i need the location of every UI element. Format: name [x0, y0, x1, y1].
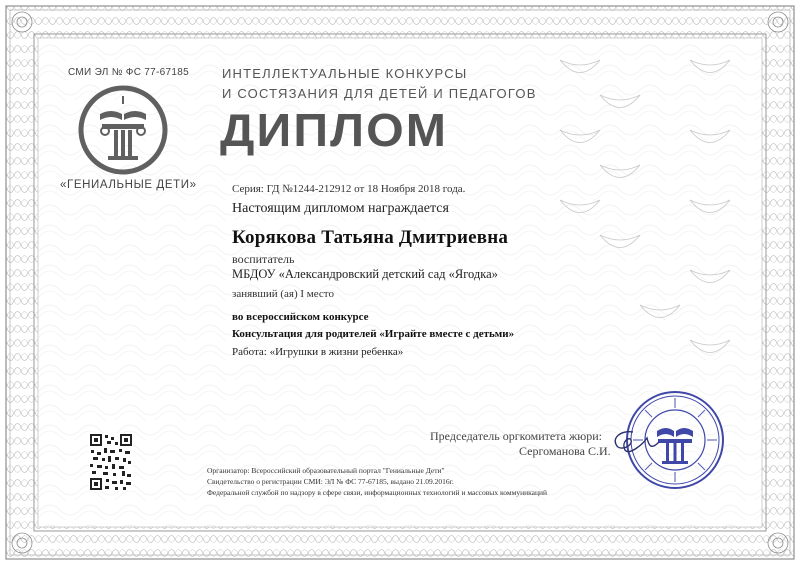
- logo-emblem: [78, 84, 168, 176]
- recipient-name: Корякова Татьяна Дмитриевна: [232, 227, 509, 248]
- header-line-2: И СОСТЯЗАНИЯ ДЛЯ ДЕТЕЙ И ПЕДАГОГОВ: [222, 86, 537, 101]
- footer-line-1: Организатор: Всероссийский образовательный портал "Гениальные Дети": [207, 466, 445, 475]
- diploma-title: ДИПЛОМ: [220, 104, 449, 156]
- header-text: [222, 64, 537, 104]
- registration-number: СМИ ЭЛ № ФС 77-67185: [68, 67, 189, 78]
- organization-name: «ГЕНИАЛЬНЫЕ ДЕТИ»: [60, 179, 197, 191]
- recipient-position: воспитатель: [232, 252, 295, 266]
- recipient-institution: МБДОУ «Александровский детский сад «Ягодка»: [232, 267, 498, 281]
- contest-type: во всероссийском конкурсе: [232, 311, 369, 323]
- chair-title: Председатель оргкомитета жюри:: [430, 429, 602, 443]
- awarded-text: Настоящим дипломом награждается: [232, 201, 449, 216]
- footer-info: [207, 465, 547, 498]
- footer-line-2: Свидетельство о регистрации СМИ: ЭЛ № ФС 77-67185, выдано 21.09.2016г.: [207, 477, 454, 486]
- contest-name: Консультация для родителей «Играйте вместе с детьми»: [232, 328, 515, 340]
- footer-line-3: Федеральной службой по надзору в сфере связи, информационных технологий и массовых коммуникаций: [207, 488, 548, 497]
- recipient-place: занявший (ая) I место: [232, 288, 334, 300]
- qr-code-icon: [89, 433, 133, 491]
- work-title: Работа: «Игрушки в жизни ребенка»: [232, 346, 404, 358]
- signature-icon: [603, 424, 663, 464]
- series-number: Серия: ГД №1244-212912 от 18 Ноября 2018 года.: [232, 183, 466, 195]
- header-line-1: ИНТЕЛЛЕКТУАЛЬНЫЕ КОНКУРСЫ: [222, 66, 468, 81]
- chair-name: Сергоманова С.И.: [519, 444, 611, 458]
